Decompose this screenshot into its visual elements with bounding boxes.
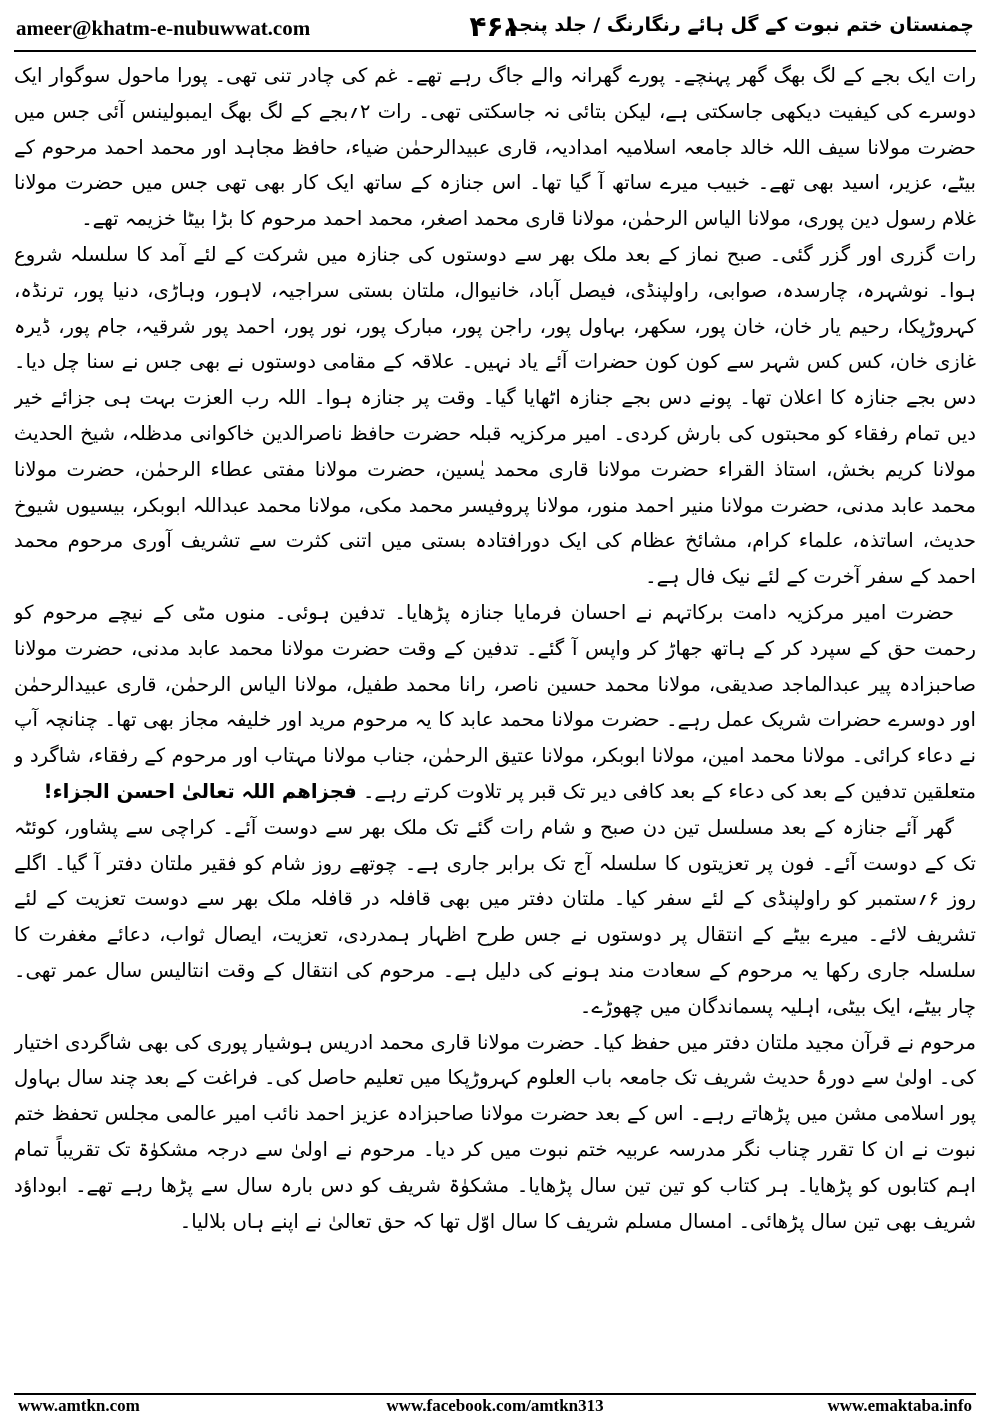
book-title: چمنستان ختم نبوت کے گل ہائے رنگارنگ / جلد پنجم	[504, 14, 974, 36]
paragraph-3-text: حضرت امیر مرکزیہ دامت برکاتہم نے احسان فرمایا جنازہ پڑھایا۔ تدفین ہوئی۔ منوں مٹی کے نیچے مرحوم کو رحمت حق کے سپرد کر کے ہاتھ جھاڑ کر واپس آ گئے۔ تدفین کے وقت حضرت مولانا محمد عابد مدنی، حضرت مولانا صاحبزادہ پیر عبدالماجد صدیقی، مولانا محمد حسین ناصر، رانا محمد طفیل، مولانا الیاس الرحمٰن، قاری عبیدالرحمٰن اور دوسرے حضرات شریک عمل رہے۔ حضرت مولانا محمد عابد کا یہ مرحوم مرید اور خلیفہ مجاز بھی تھا۔ چنانچہ آپ نے دعاء کرائی۔ مولانا محمد امین، مولانا ابوبکر، مولانا عتیق الرحمٰن، جناب مولانا مہتاب اور مرحوم کے رفقاء، شاگرد و متعلقین تدفین کے بعد کی دعاء کے بعد کافی دیر تک قبر پر تلاوت کرتے رہے۔	[14, 600, 976, 803]
footer-link-facebook[interactable]: www.facebook.com/amtkn313	[386, 1396, 604, 1415]
page-footer	[14, 1396, 976, 1418]
footer-link-emaktaba[interactable]: www.emaktaba.info	[827, 1396, 972, 1415]
page-header	[14, 10, 976, 48]
footer-link-amtkn[interactable]: www.amtkn.com	[18, 1396, 140, 1415]
paragraph-4: گھر آئے جنازہ کے بعد مسلسل تین دن صبح و شام رات گئے تک ملک بھر سے دوست آئے۔ کراچی سے پشاور، کوئٹہ تک کے دوست آئے۔ فون پر تعزیتوں کا سلسلہ آج تک برابر جاری ہے۔ چوتھے روز شام کو فقیر ملتان دفتر آ گیا۔ اگلے روز ۶؍ستمبر کو راولپنڈی کے لئے سفر کیا۔ ملتان دفتر میں بھی قافلہ در قافلہ ملک بھر سے دوست تعزیت کے لئے تشریف لائے۔ میرے بیٹے کے انتقال پر دوستوں نے جس طرح اظہار ہمدردی، تعزیت، ایصال ثواب، دعائے مغفرت کا سلسلہ جاری رکھا یہ مرحوم کے سعادت مند ہونے کی دلیل ہے۔ مرحوم کی انتقال کے وقت انتالیس سال عمر تھی۔ چار بیٹے، ایک بیٹی، اہلیہ پسماندگان میں چھوڑے۔	[14, 815, 976, 1018]
paragraph-5: مرحوم نے قرآن مجید ملتان دفتر میں حفظ کیا۔ حضرت مولانا قاری محمد ادریس ہوشیار پوری کی بھی شاگردی اختیار کی۔ اولیٰ سے دورۂ حدیث شریف تک جامعہ باب العلوم کہروڑپکا میں تعلیم حاصل کی۔ فراغت کے بعد چند سال بہاول پور اسلامی مشن میں پڑھاتے رہے۔ اس کے بعد حضرت مولانا صاحبزادہ عزیز احمد نائب امیر عالمی مجلس تحفظ ختم نبوت نے ان کا تقرر چناب نگر مدرسہ عربیہ ختم نبوت میں کر دیا۔ مرحوم نے اولیٰ سے درجہ مشکوٰۃ تک تقریباً تمام اہم کتابوں کو پڑھایا۔ ہر کتاب کو تین تین سال پڑھایا۔ مشکوٰۃ شریف کو دس بارہ سال سے پڑھا رہے تھے۔ ابوداؤد شریف بھی تین سال پڑھائی۔ امسال مسلم شریف کا سال اوّل تھا کہ حق تعالیٰ نے اپنے ہاں بلالیا۔	[14, 1030, 976, 1233]
footer-divider	[14, 1393, 976, 1395]
page-number: ۴۶۱	[469, 10, 521, 43]
paragraph-1: رات ایک بجے کے لگ بھگ گھر پہنچے۔ پورے گھرانہ والے جاگ رہے تھے۔ غم کی چادر تنی تھی۔ پورا ماحول سوگوار ایک دوسرے کی کیفیت دیکھی جاسکتی ہے، لیکن بتائی نہ جاسکتی تھی۔ رات ۲؍بجے کے لگ بھگ ایمبولینس آئی جس میں حضرت مولانا سیف اللہ خالد جامعہ اسلامیہ امدادیہ، قاری عبیدالرحمٰن ضیاء، حافظ مجاہد اور محمد احمد مرحوم کے بیٹے، عزیر، اسید بھی تھے۔ خبیب میرے ساتھ آ گیا تھا۔ اس جنازہ کے ساتھ ایک کار بھی تھی جس میں حضرت مولانا غلام رسول دین پوری، مولانا الیاس الرحمٰن، مولانا قاری محمد اصغر، محمد احمد مرحوم کا بڑا بیٹا خزیمہ تھے۔	[14, 64, 976, 231]
paragraph-3	[14, 595, 976, 810]
header-divider	[14, 50, 976, 52]
header-email[interactable]: ameer@khatm-e-nubuwwat.com	[16, 16, 311, 40]
paragraph-2: رات گزری اور گزر گئی۔ صبح نماز کے بعد ملک بھر سے دوستوں کی جنازہ میں شرکت کے لئے آمد کا سلسلہ شروع ہوا۔ نوشہرہ، چارسدہ، صوابی، راولپنڈی، فیصل آباد، خانیوال، ملتان بستی سراجیہ، لاہور، وہاڑی، دنیا پور، ترنڈہ، کہروڑپکا، رحیم یار خان، خان پور، سکھر، بہاول پور، راجن پور، مبارک پور، نور پور، احمد پور شرقیہ، جام پور، ڈیرہ غازی خان، کس کس شہر سے کون کون حضرات آئے یاد نہیں۔ علاقہ کے مقامی دوستوں نے بھی جس نے سنا چل دیا۔ دس بجے جنازہ کا اعلان تھا۔ پونے دس بجے جنازہ اٹھایا گیا۔ وقت پر جنازہ ہوا۔ اللہ رب العزت بہت ہی جزائے خیر دیں تمام رفقاء کو محبتوں کی بارش کردی۔ امیر مرکزیہ قبلہ حضرت حافظ ناصرالدین خاکوانی مدظلہ، شیخ الحدیث مولانا کریم بخش، استاذ القراء حضرت مولانا قاری محمد یٰسین، حضرت مولانا مفتی عطاء الرحمٰن، حضرت مولانا محمد عابد مدنی، حضرت مولانا منیر احمد منور، مولانا پروفیسر محمد مکی، مولانا محمد عبداللہ ابوبکر، بیسیوں شیوخ حدیث، اساتذہ، علماء کرام، مشائخ عظام کی ایک دورافتادہ بستی میں اتنی کثرت سے تشریف آوری مرحوم محمد احمد کے سفر آخرت کے لئے نیک فال ہے۔	[14, 242, 976, 589]
page-body	[14, 58, 976, 1388]
dua-line: فجزاھم اللہ تعالیٰ احسن الجزاء!	[43, 779, 357, 803]
